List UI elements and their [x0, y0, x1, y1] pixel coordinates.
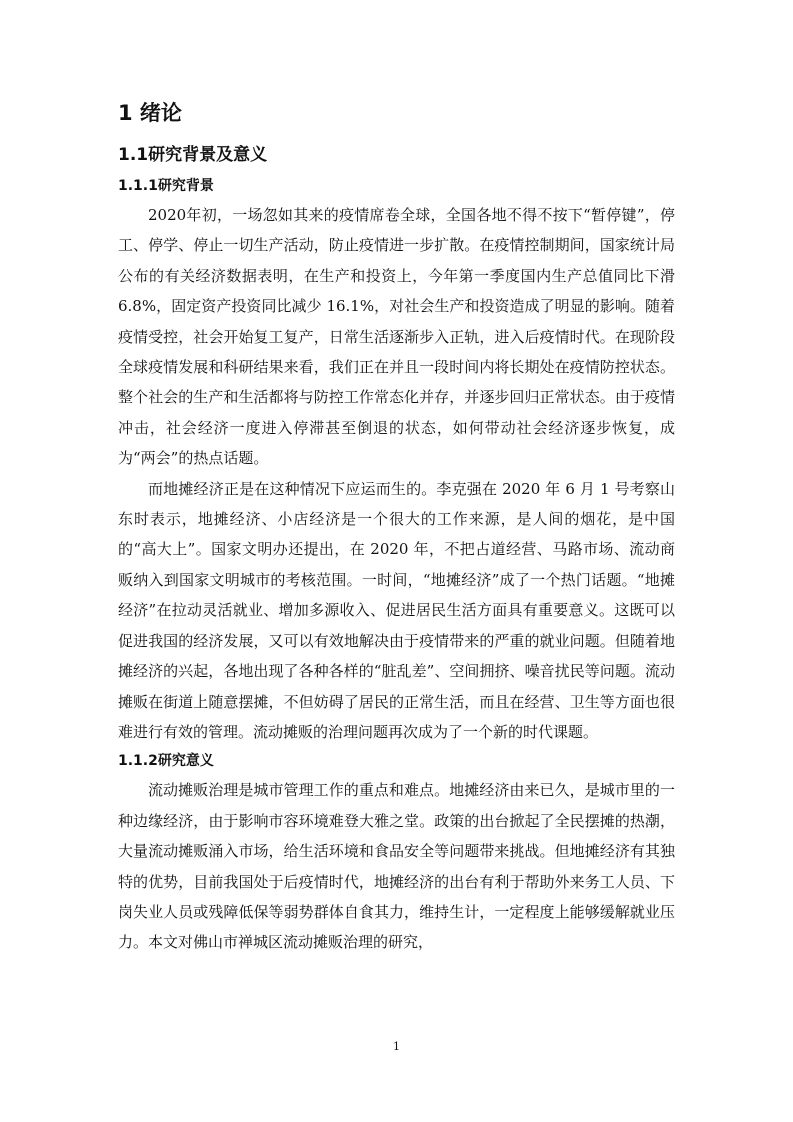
chapter-title: 1 绪论 — [118, 101, 182, 125]
page-number: 1 — [393, 1040, 400, 1053]
page-content — [118, 98, 675, 958]
paragraph: 2020年初，一场忽如其来的疫情席卷全球，全国各地不得不按下“暂停键”，停工、停学、停止一切生产活动，防止疫情进一步扩散。在疫情控制期间，国家统计局公布的有关经济数据表明，在生产和投资上，今年第一季度国内生产总值同比下滑 6.8%，固定资产投资同比减少 16.1%，对社会生产和投资造成了明显的影响。随着疫情受控，社会开始复工复产，日常生活逐渐步入正轨，进入后疫情时代。在现阶段全球疫情发展和科研结果来看，我们正在并且一段时间内将长期处在疫情防控状态。整个社会的生产和生活都将与防控工作常态化并存，并逐步回归正常状态。由于疫情冲击，社会经济一度进入停滞甚至倒退的状态，如何带动社会经济逐步恢复，成为“两会”的热点话题。 — [118, 206, 675, 468]
subsection-title-significance: 1.1.2研究意义 — [118, 753, 214, 770]
paragraph: 而地摊经济正是在这种情况下应运而生的。李克强在 2020 年 6 月 1 号考察山东时表示，地摊经济、小店经济是一个很大的工作来源，是人间的烟花，是中国的“高大上”。国家文明办还提出，在 2020 年，不把占道经营、马路市场、流动商贩纳入到国家文明城市的考核范围。一时间，“地摊经济”成了一个热门话题。“地摊经济”在拉动灵活就业、增加多源收入、促进居民生活方面具有重要意义。这既可以促进我国的经济发展，又可以有效地解决由于疫情带来的严重的就业问题。但随着地摊经济的兴起，各地出现了各种各样的“脏乱差”、空间拥挤、噪音扰民等问题。流动摊贩在街道上随意摆摊，不但妨碍了居民的正常生活，而且在经营、卫生等方面也很难进行有效的管理。流动摊贩的治理问题再次成为了一个新的时代课题。 — [118, 479, 675, 741]
paragraph: 流动摊贩治理是城市管理工作的重点和难点。地摊经济由来已久，是城市里的一种边缘经济，由于影响市容环境难登大雅之堂。政策的出台掀起了全民摆摊的热潮，大量流动摊贩涌入市场，给生活环境和食品安全等问题带来挑战。但地摊经济有其独特的优势，目前我国处于后疫情时代，地摊经济的出台有利于帮助外来务工人员、下岗失业人员或残障低保等弱势群体自食其力，维持生计，一定程度上能够缓解就业压力。本文对佛山市禅城区流动摊贩治理的研究， — [118, 781, 675, 952]
subsection-title-background: 1.1.1研究背景 — [118, 178, 214, 194]
section-title: 1.1研究背景及意义 — [118, 145, 268, 165]
